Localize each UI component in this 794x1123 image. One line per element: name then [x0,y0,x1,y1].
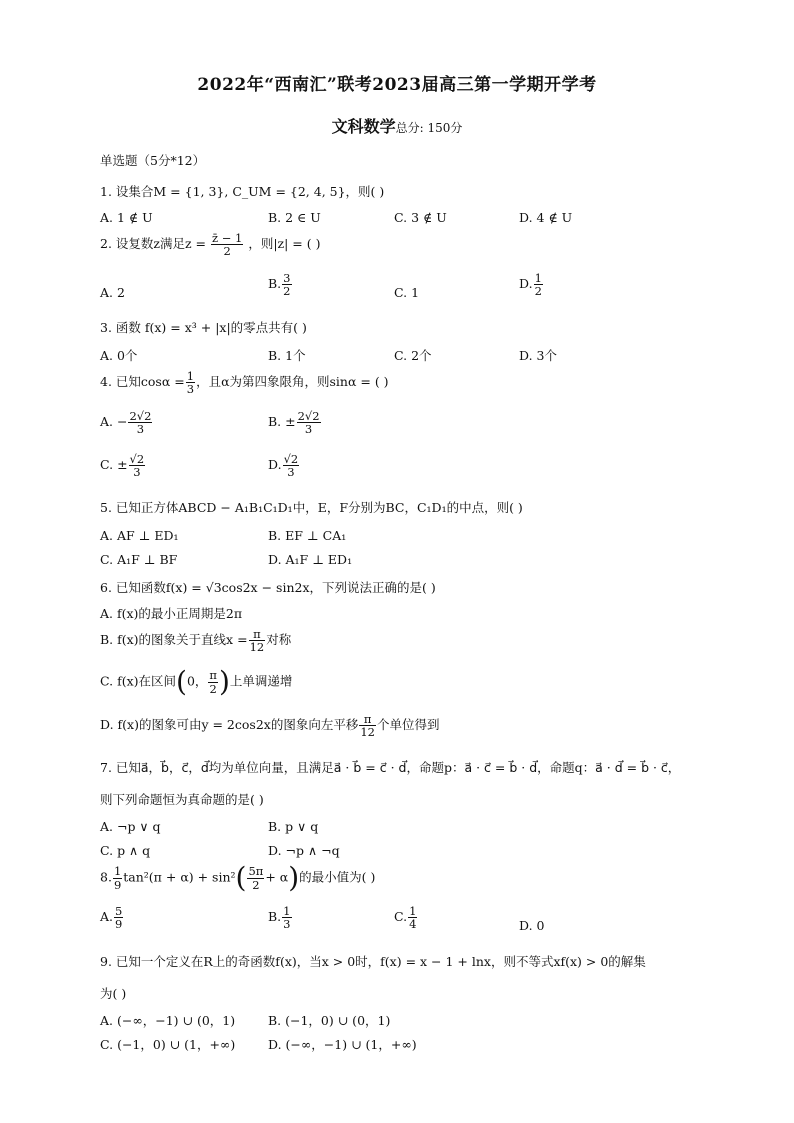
question-3-option-c: C. 2个 [394,348,432,363]
exam-subtitle [0,114,794,137]
question-2-option-d: D. $\frac{1}{2}$ [519,271,542,299]
question-2-option-b: B. $\frac{3}{2}$ [268,271,291,299]
question-9-option-a: A. (−∞，−1) ∪ (0，1) [100,1013,236,1028]
question-7-stem-line-1: 7. 已知a⃗，b⃗，c⃗，d⃗均为单位向量，且满足a⃗ · b⃗ = c⃗ · d⃗，命题p：a⃗ · c⃗ = b⃗ · d⃗，命题q：a⃗ · d⃗ = b⃗ · c⃗， [100,760,681,775]
question-9-option-d: D. (−∞，−1) ∪ (1，+∞) [268,1037,417,1052]
question-1-option-b: B. 2 ∈ U [268,210,321,225]
question-6-option-d: D. f(x)的图象可由y = 2cos2x的图象向左平移 $\frac{\pi}{12}$ 个单位得到 [100,712,440,740]
question-3-option-b: B. 1个 [268,348,306,363]
total-score: 总分: 150分 [395,121,463,135]
question-3-option-d: D. 3个 [519,348,557,363]
exam-title: 2022年“西南汇”联考2023届高三第一学期开学考 [197,75,597,95]
question-5-option-b: B. EF ⊥ CA₁ [268,528,347,543]
question-7-option-b: B. p ∨ q [268,819,319,834]
question-2-option-c: C. 1 [394,285,420,300]
question-8-option-b: B. $\frac{1}{3}$ [268,904,291,932]
question-8-stem: 8. $\frac{1}{9}$ tan²(π + α) + sin²( $\frac{5\pi}{2}$ + α)的最小值为( ) [100,861,376,894]
question-3-option-a: A. 0个 [100,348,138,363]
question-4-option-d: D. $\frac{√2}{3}$ [268,452,299,480]
question-6-option-c: C. f(x)在区间(0， $\frac{\pi}{2}$ )上单调递增 [100,665,293,698]
question-8-option-a: A. $\frac{5}{9}$ [100,904,123,932]
fraction: $\frac{z̄ - 1}{2}$ [212,231,243,259]
question-7-option-a: A. ¬p ∨ q [100,819,161,834]
question-1-option-a: A. 1 ∉ U [100,210,153,225]
question-8-option-d: D. 0 [519,918,545,933]
question-2-option-a: A. 2 [100,285,125,300]
question-4-stem: 4. 已知cosα = $\frac{1}{3}$ ，且α为第四象限角，则sinα = ( ) [100,369,389,397]
question-4-option-a: A. − $\frac{2√2}{3}$ [100,409,152,437]
question-9-option-c: C. (−1，0) ∪ (1，+∞) [100,1037,236,1052]
section-label: 单选题（5分*12） [100,153,206,168]
question-8-option-c: C. $\frac{1}{4}$ [394,904,417,932]
question-7-stem-line-2: 则下列命题恒为真命题的是( ) [100,792,264,807]
question-9-option-b: B. (−1，0) ∪ (0，1) [268,1013,391,1028]
subject-label: 文科数学 [331,117,396,136]
question-4-option-b: B. ± $\frac{2√2}{3}$ [268,409,320,437]
question-9-stem-line-1: 9. 已知一个定义在R上的奇函数f(x)，当x > 0时，f(x) = x − 1 + lnx，则不等式xf(x) > 0的解集 [100,954,646,969]
question-5-option-a: A. AF ⊥ ED₁ [100,528,179,543]
question-6-option-b: B. f(x)的图象关于直线x = $\frac{\pi}{12}$ 对称 [100,627,292,655]
question-7-option-d: D. ¬p ∧ ¬q [268,843,340,858]
question-6-stem: 6. 已知函数f(x) = √3cos2x − sin2x，下列说法正确的是( ) [100,580,436,595]
question-3-stem: 3. 函数 f(x) = x³ + |x|的零点共有( ) [100,320,307,335]
question-5-stem: 5. 已知正方体ABCD − A₁B₁C₁D₁中，E，F分别为BC，C₁D₁的中点，则( ) [100,500,523,515]
question-2-stem: 2. 设复数z满足z = $\frac{z̄ - 1}{2}$ ，则|z| = ( ) [100,231,321,259]
question-5-option-d: D. A₁F ⊥ ED₁ [268,552,353,567]
question-9-stem-line-2: 为( ) [100,986,127,1001]
question-1-option-c: C. 3 ∉ U [394,210,447,225]
question-1-stem: 1. 设集合M = {1, 3}, C_UM = {2, 4, 5}，则( ) [100,184,385,199]
question-1-option-d: D. 4 ∉ U [519,210,573,225]
question-4-option-c: C. ± $\frac{√2}{3}$ [100,452,145,480]
question-7-option-c: C. p ∧ q [100,843,151,858]
question-5-option-c: C. A₁F ⊥ BF [100,552,178,567]
question-6-option-a: A. f(x)的最小正周期是2π [100,606,243,621]
